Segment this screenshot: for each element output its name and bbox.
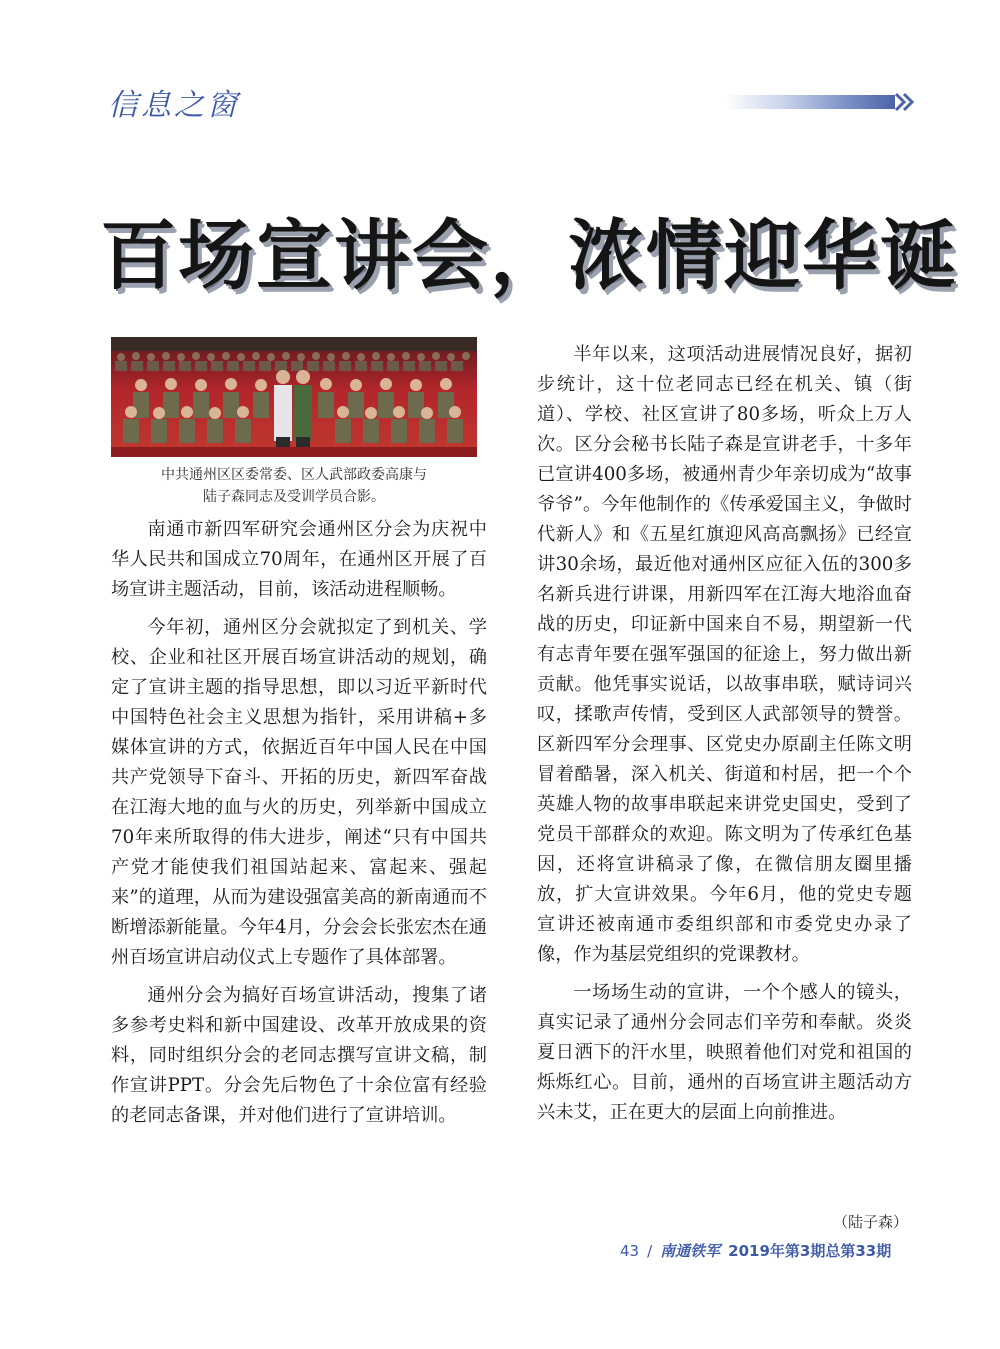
paragraph: 南通市新四军研究会通州区分会为庆祝中华人民共和国成立70周年，在通州区开展了百场宣讲主题活动，目前，该活动进程顺畅。 xyxy=(111,519,487,600)
publication-name: 南通铁军 xyxy=(660,1242,721,1260)
article-title: 百场宣讲会，浓情迎华诞 xyxy=(100,211,958,300)
group-photo xyxy=(111,337,477,457)
left-column xyxy=(111,515,487,1131)
issue-info: 2019年第3期总第33期 xyxy=(728,1242,892,1260)
photo-caption-line2: 陆子森同志及受训学员合影。 xyxy=(203,489,385,505)
paragraph: 今年初，通州区分会就拟定了到机关、学校、企业和社区开展百场宣讲活动的规划，确定了宣讲主题的指导思想，即以习近平新时代中国特色社会主义思想为指针，采用讲稿+多媒体宣讲的方式，依据近百年中国人民在中国共产党领导下奋斗、开拓的历史，新四军奋战在江海大地的血与火的历史，列举新中国成立70年来所取得的伟大进步，阐述“只有中国共产党才能使我们祖国站起来、富起来、强起来”的道理，从而为建设强富美高的新南通而不断增添新能量。今年4月，分会会长张宏杰在通州百场宣讲启动仪式上专题作了具体部署。 xyxy=(111,617,487,968)
page-number: 43 xyxy=(620,1241,640,1260)
header-decorative-bar xyxy=(725,95,895,109)
page-footer xyxy=(620,1240,891,1261)
footer-separator: / xyxy=(647,1241,653,1260)
paragraph: 一场场生动的宣讲，一个个感人的镜头，真实记录了通州分会同志们辛劳和奉献。炎炎夏日洒下的汗水里，映照着他们对党和祖国的烁烁红心。目前，通州的百场宣讲主题活动方兴未艾，正在更大的层面上向前推进。 xyxy=(537,982,912,1123)
paragraph: 通州分会为搞好百场宣讲活动，搜集了诸多参考史料和新中国建设、改革开放成果的资料，同时组织分会的老同志撰写宣讲文稿，制作宣讲PPT。分会先后物色了十余位富有经验的老同志备课，并对他们进行了宣讲培训。 xyxy=(111,985,487,1126)
author-credit: （陆子森） xyxy=(832,1213,908,1231)
right-column xyxy=(537,340,912,1128)
section-label: 信息之窗 xyxy=(108,88,240,123)
photo-caption xyxy=(111,464,477,508)
photo-caption-line1: 中共通州区区委常委、区人武部政委高康与 xyxy=(161,467,427,483)
double-chevron-icon xyxy=(893,91,915,113)
paragraph: 半年以来，这项活动进展情况良好，据初步统计，这十位老同志已经在机关、镇（街道）、学校、社区宣讲了80多场，听众上万人次。区分会秘书长陆子森是宣讲老手，十多年已宣讲400多场，被通州青少年亲切成为“故事爷爷”。今年他制作的《传承爱国主义，争做时代新人》和《五星红旗迎风高高飘扬》已经宣讲30余场，最近他对通州区应征入伍的300多名新兵进行讲课，用新四军在江海大地浴血奋战的历史，印证新中国来自不易，期望新一代有志青年要在强军强国的征途上，努力做出新贡献。他凭事实说话，以故事串联，赋诗词兴叹，揉歌声传情，受到区人武部领导的赞誉。区新四军分会理事、区党史办原副主任陈文明冒着酷暑，深入机关、街道和村居，把一个个英雄人物的故事串联起来讲党史国史，受到了党员干部群众的欢迎。陈文明为了传承红色基因，还将宣讲稿录了像，在微信朋友圈里播放，扩大宣讲效果。今年6月，他的党史专题宣讲还被南通市委组织部和市委党史办录了像，作为基层党组织的党课教材。 xyxy=(537,344,912,965)
